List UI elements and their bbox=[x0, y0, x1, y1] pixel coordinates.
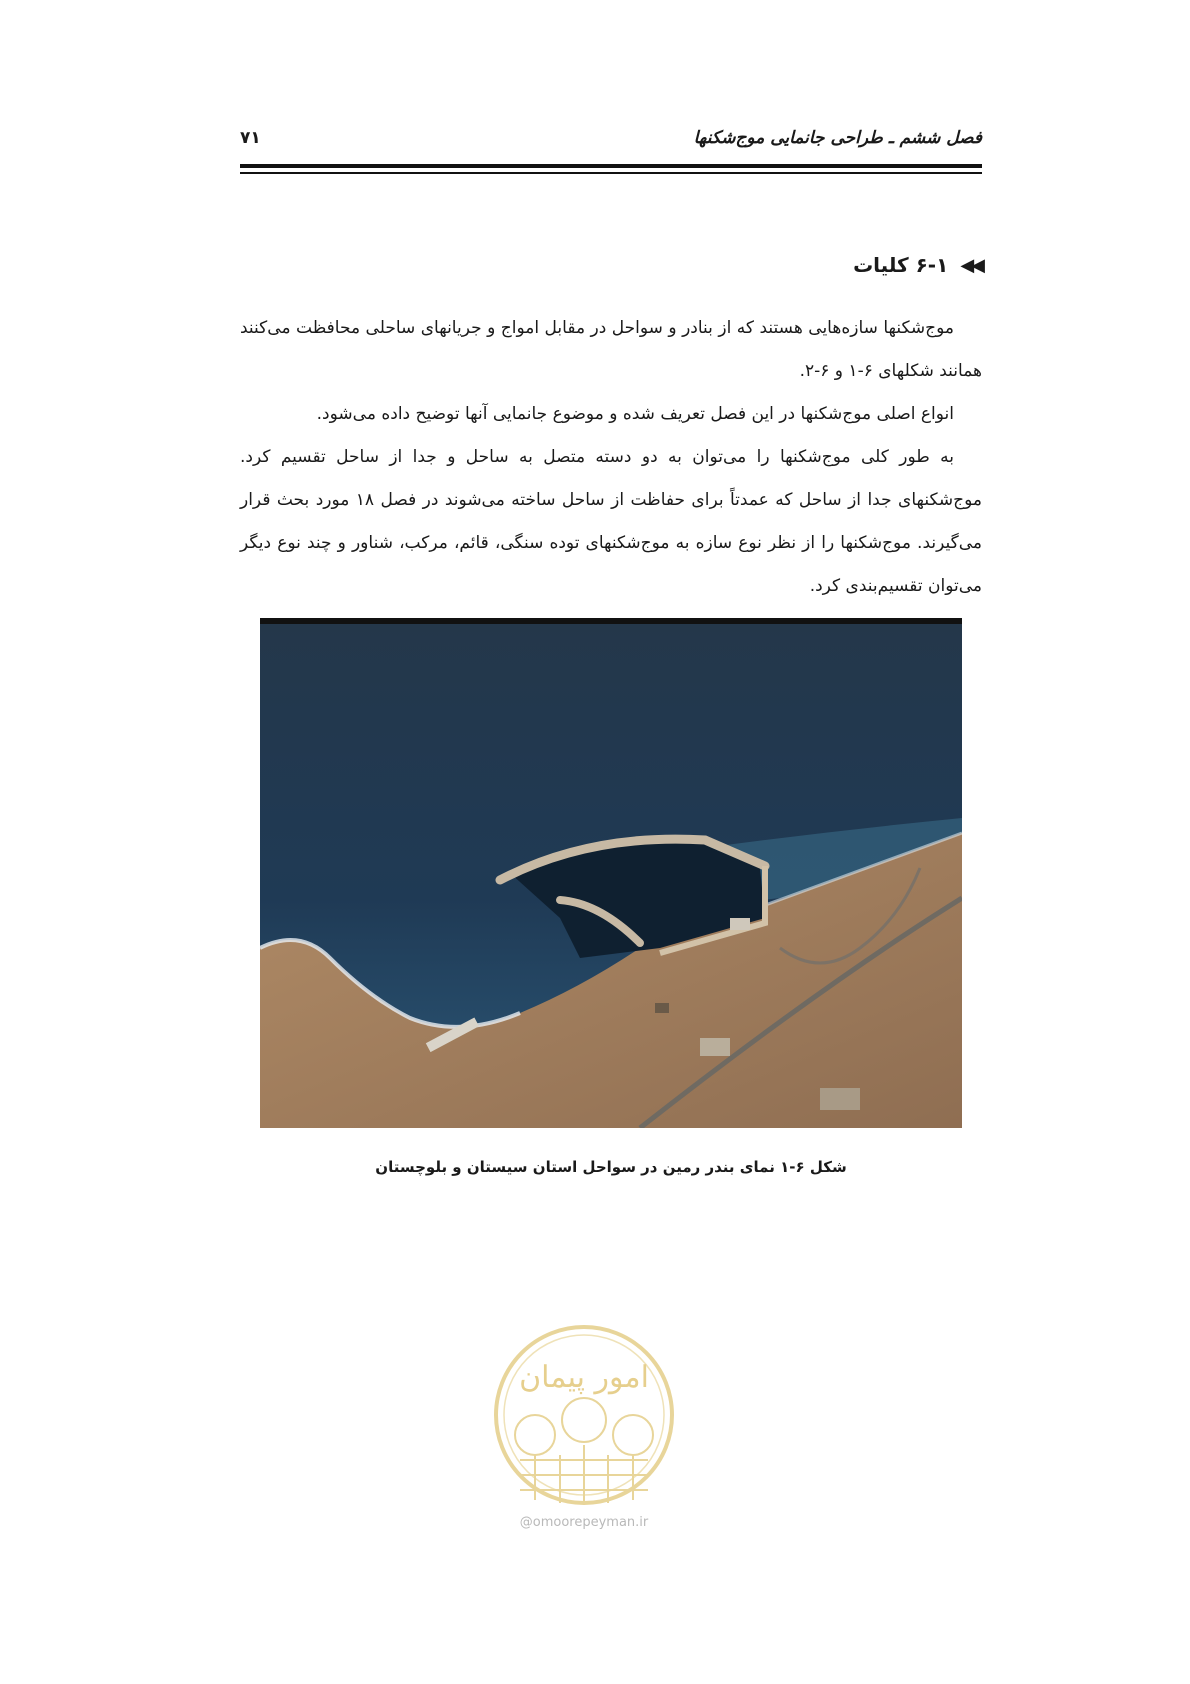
double-arrow-icon: ◀◀ bbox=[960, 254, 982, 276]
paragraph-text: به طور کلی موج‌شکنها را می‌توان به دو دسته متصل به ساحل و جدا از ساحل تقسیم کرد. موج‌شکنهای جدا از ساحل که عمدتاً برای حفاظت از ساحل ساخته می‌شوند در فصل ۱۸ مورد بحث قرار می‌گیرند. موج‌شکنها را از نظر نوع سازه به موج‌شکنهای توده سنگی، قائم، مرکب، شناور و چند نوع دیگر می‌توان تقسیم‌بندی کرد. bbox=[240, 447, 982, 596]
paragraph-text: موج‌شکنها سازه‌هایی هستند که از بنادر و سواحل در مقابل امواج و جریانهای ساحلی محافظت می‌کنند همانند شکلهای ۶-۱ و ۶-۲. bbox=[240, 318, 982, 381]
header-rule-thin bbox=[240, 172, 982, 174]
figure-caption: شکل ۶-۱ نمای بندر رمین در سواحل استان سیستان و بلوچستان bbox=[375, 1158, 847, 1176]
watermark-site: @omoorepeyman.ir bbox=[519, 1515, 649, 1530]
svg-text:امور پیمان: امور پیمان bbox=[519, 1360, 649, 1395]
paragraph-1 bbox=[240, 307, 982, 393]
watermark-logo-icon bbox=[490, 1315, 678, 1515]
paragraph-3 bbox=[240, 436, 982, 608]
aerial-port-photo bbox=[260, 618, 962, 1128]
paragraph-text: انواع اصلی موج‌شکنها در این فصل تعریف شده و موضوع جانمایی آنها توضیح داده می‌شود. bbox=[316, 404, 954, 424]
paragraph-2 bbox=[240, 393, 982, 436]
section-title: ۶-۱ کلیات bbox=[853, 253, 949, 277]
section-heading bbox=[853, 253, 982, 277]
watermark bbox=[490, 1315, 678, 1545]
page-header bbox=[240, 128, 982, 150]
chapter-title: فصل ششم ـ طراحی جانمایی موج‌شکنها bbox=[693, 128, 982, 148]
page-number: ۷۱ bbox=[240, 128, 261, 148]
header-rule-thick bbox=[240, 164, 982, 168]
